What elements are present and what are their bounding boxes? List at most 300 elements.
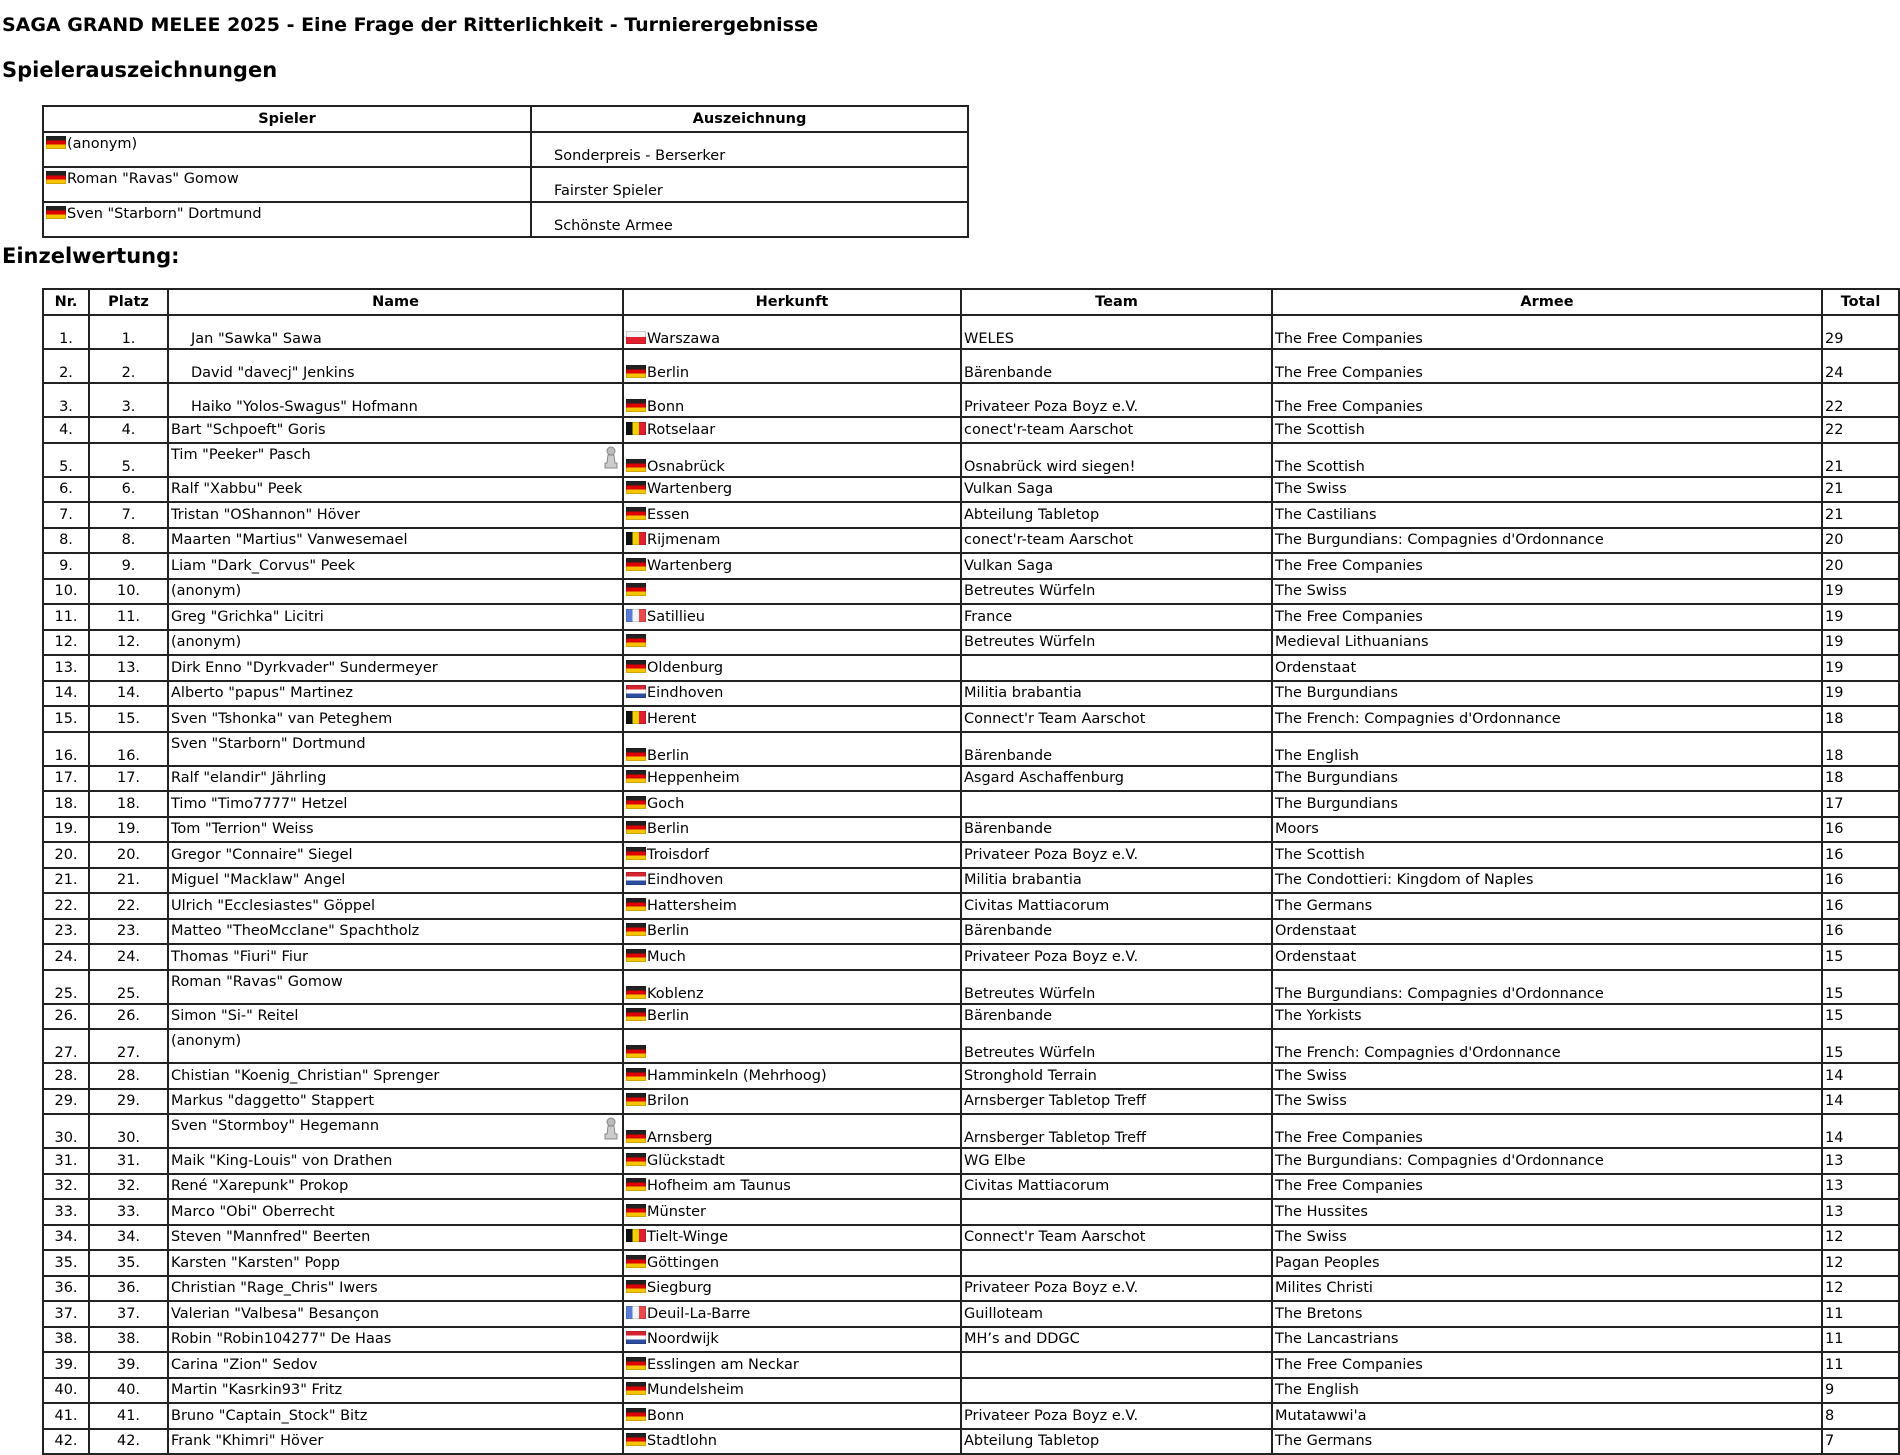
team-cell: conect'r-team Aarschot (961, 528, 1272, 554)
origin-cell (623, 443, 961, 477)
table-row (43, 919, 1899, 945)
name-cell (168, 443, 623, 477)
table-row (43, 655, 1899, 681)
origin-text: Oldenburg (647, 659, 724, 676)
name-cell (168, 1327, 623, 1353)
army-cell: The Germans (1272, 893, 1822, 919)
table-row (43, 868, 1899, 894)
player-name: Dirk Enno "Dyrkvader" Sundermeyer (171, 659, 438, 676)
player-name: Christian "Rage_Chris" Iwers (171, 1280, 378, 1297)
player-name: (anonym) (67, 136, 138, 152)
name-cell (168, 1114, 623, 1148)
origin-cell (623, 1378, 961, 1404)
table-row (43, 681, 1899, 707)
nr-cell: 23. (43, 919, 89, 945)
team-cell: Betreutes Würfeln (961, 630, 1272, 656)
award-row (43, 202, 968, 237)
table-row (43, 383, 1899, 417)
player-name: (anonym) (171, 1033, 242, 1049)
origin-cell (623, 842, 961, 868)
platz-cell: 19. (89, 817, 168, 843)
platz-cell: 37. (89, 1301, 168, 1327)
team-cell: Connect'r Team Aarschot (961, 706, 1272, 732)
army-cell: The Castilians (1272, 502, 1822, 528)
table-row (43, 791, 1899, 817)
origin-text: Bonn (647, 1407, 685, 1424)
award-player-cell (43, 132, 531, 167)
team-cell: Abteilung Tabletop (961, 502, 1272, 528)
army-cell: Ordenstaat (1272, 944, 1822, 970)
total-cell: 22 (1822, 417, 1899, 443)
platz-cell: 22. (89, 893, 168, 919)
platz-cell: 42. (89, 1429, 168, 1455)
flag-de-icon (626, 949, 646, 962)
name-cell (168, 528, 623, 554)
name-cell (168, 919, 623, 945)
table-row (43, 417, 1899, 443)
origin-text: Bonn (647, 399, 685, 415)
army-cell: The Swiss (1272, 1225, 1822, 1251)
army-cell: The Free Companies (1272, 604, 1822, 630)
origin-text: Berlin (647, 821, 690, 838)
table-row (43, 817, 1899, 843)
total-cell: 13 (1822, 1148, 1899, 1174)
team-cell: Stronghold Terrain (961, 1063, 1272, 1089)
table-row (43, 944, 1899, 970)
platz-cell: 1. (89, 315, 168, 349)
name-cell (168, 868, 623, 894)
flag-de-icon (626, 923, 646, 936)
platz-cell: 12. (89, 630, 168, 656)
table-row (43, 579, 1899, 605)
player-name: Robin "Robin104277" De Haas (171, 1331, 392, 1348)
table-row (43, 315, 1899, 349)
origin-text: Osnabrück (647, 458, 725, 475)
pawn-icon (602, 1117, 620, 1141)
flag-de-icon (626, 583, 646, 596)
col-header-team: Team (961, 289, 1272, 315)
team-cell: Privateer Poza Boyz e.V. (961, 1276, 1272, 1302)
total-cell: 7 (1822, 1429, 1899, 1455)
awards-heading: Spielerauszeichnungen (2, 58, 278, 82)
player-name: Miguel "Macklaw" Angel (171, 872, 346, 889)
name-cell (168, 1352, 623, 1378)
total-cell: 16 (1822, 842, 1899, 868)
nr-cell: 15. (43, 706, 89, 732)
total-cell: 16 (1822, 919, 1899, 945)
platz-cell: 41. (89, 1403, 168, 1429)
flag-de-icon (626, 1093, 646, 1106)
total-cell: 21 (1822, 443, 1899, 477)
name-cell (168, 732, 623, 766)
origin-cell (623, 970, 961, 1004)
army-cell: The Scottish (1272, 417, 1822, 443)
team-cell: Bärenbande (961, 1004, 1272, 1030)
platz-cell: 2. (89, 349, 168, 383)
player-name: Frank "Khimri" Höver (171, 1433, 324, 1450)
nr-cell: 27. (43, 1029, 89, 1063)
team-cell: Privateer Poza Boyz e.V. (961, 944, 1272, 970)
table-row (43, 1403, 1899, 1429)
results-header-row (43, 289, 1899, 315)
platz-cell: 6. (89, 477, 168, 503)
name-cell (168, 1199, 623, 1225)
player-name: Sven "Starborn" Dortmund (171, 735, 366, 752)
table-row (43, 1114, 1899, 1148)
player-name: Sven "Tshonka" van Peteghem (171, 710, 393, 727)
flag-nl-icon (626, 872, 646, 885)
results-heading: Einzelwertung: (2, 244, 180, 268)
platz-cell: 38. (89, 1327, 168, 1353)
platz-cell: 10. (89, 579, 168, 605)
player-name: Maik "King-Louis" von Drathen (171, 1152, 393, 1169)
nr-cell: 10. (43, 579, 89, 605)
origin-text: Koblenz (647, 985, 704, 1002)
origin-text: Satillieu (647, 608, 705, 625)
nr-cell: 30. (43, 1114, 89, 1148)
table-row (43, 1199, 1899, 1225)
nr-cell: 41. (43, 1403, 89, 1429)
name-cell (168, 1276, 623, 1302)
nr-cell: 35. (43, 1250, 89, 1276)
origin-text: Rotselaar (647, 421, 716, 438)
team-cell (961, 1250, 1272, 1276)
army-cell: The Burgundians: Compagnies d'Ordonnance (1272, 528, 1822, 554)
name-cell (168, 1378, 623, 1404)
team-cell: Betreutes Würfeln (961, 970, 1272, 1004)
player-name: Bruno "Captain_Stock" Bitz (171, 1407, 368, 1424)
table-row (43, 970, 1899, 1004)
total-cell: 9 (1822, 1378, 1899, 1404)
origin-cell (623, 1225, 961, 1251)
flag-de-icon (626, 634, 646, 647)
platz-cell: 17. (89, 766, 168, 792)
team-cell: MH’s and DDGC (961, 1327, 1272, 1353)
origin-cell (623, 553, 961, 579)
origin-text: Wartenberg (647, 481, 733, 498)
origin-cell (623, 1174, 961, 1200)
nr-cell: 36. (43, 1276, 89, 1302)
total-cell: 13 (1822, 1199, 1899, 1225)
total-cell: 14 (1822, 1114, 1899, 1148)
player-name: Sven "Stormboy" Hegemann (171, 1118, 380, 1134)
total-cell: 8 (1822, 1403, 1899, 1429)
team-cell: Privateer Poza Boyz e.V. (961, 842, 1272, 868)
table-row (43, 349, 1899, 383)
origin-cell (623, 681, 961, 707)
origin-cell (623, 1352, 961, 1378)
nr-cell: 6. (43, 477, 89, 503)
flag-de-icon (626, 821, 646, 834)
origin-text: Troisdorf (647, 846, 709, 863)
platz-cell: 39. (89, 1352, 168, 1378)
platz-cell: 30. (89, 1114, 168, 1148)
total-cell: 15 (1822, 944, 1899, 970)
team-cell: Bärenbande (961, 919, 1272, 945)
total-cell: 16 (1822, 817, 1899, 843)
name-cell (168, 1174, 623, 1200)
awards-header-row (43, 106, 968, 132)
army-cell: The Free Companies (1272, 1352, 1822, 1378)
origin-cell (623, 868, 961, 894)
name-cell (168, 604, 623, 630)
army-cell: The Free Companies (1272, 315, 1822, 349)
origin-text: Berlin (647, 1008, 690, 1025)
nr-cell: 42. (43, 1429, 89, 1455)
army-cell: The Scottish (1272, 443, 1822, 477)
table-row (43, 553, 1899, 579)
total-cell: 29 (1822, 315, 1899, 349)
army-cell: The Condottieri: Kingdom of Naples (1272, 868, 1822, 894)
army-cell: The Burgundians (1272, 791, 1822, 817)
total-cell: 11 (1822, 1327, 1899, 1353)
total-cell: 24 (1822, 349, 1899, 383)
origin-text: Stadtlohn (647, 1433, 717, 1450)
flag-de-icon (626, 1204, 646, 1217)
player-name: Markus "daggetto" Stappert (171, 1093, 375, 1110)
team-cell: Civitas Mattiacorum (961, 893, 1272, 919)
flag-fr-icon (626, 609, 646, 622)
army-cell: The Free Companies (1272, 1174, 1822, 1200)
name-cell (168, 1029, 623, 1063)
origin-cell (623, 1276, 961, 1302)
nr-cell: 39. (43, 1352, 89, 1378)
player-name: Greg "Grichka" Licitri (171, 608, 324, 625)
platz-cell: 14. (89, 681, 168, 707)
name-cell (168, 842, 623, 868)
total-cell: 18 (1822, 706, 1899, 732)
flag-de-icon (626, 660, 646, 673)
origin-cell (623, 766, 961, 792)
name-cell (168, 630, 623, 656)
army-cell: The Burgundians: Compagnies d'Ordonnance (1272, 1148, 1822, 1174)
name-cell (168, 893, 623, 919)
award-player-cell (43, 202, 531, 237)
nr-cell: 38. (43, 1327, 89, 1353)
name-cell (168, 1429, 623, 1455)
platz-cell: 25. (89, 970, 168, 1004)
flag-de-icon (46, 171, 66, 184)
total-cell: 19 (1822, 630, 1899, 656)
total-cell: 11 (1822, 1352, 1899, 1378)
name-cell (168, 1301, 623, 1327)
name-cell (168, 1063, 623, 1089)
player-name: Ralf "elandir" Jährling (171, 770, 327, 787)
origin-text: Deuil-La-Barre (647, 1305, 751, 1322)
name-cell (168, 791, 623, 817)
nr-cell: 8. (43, 528, 89, 554)
origin-text: Eindhoven (647, 685, 724, 702)
table-row (43, 893, 1899, 919)
team-cell (961, 1378, 1272, 1404)
nr-cell: 24. (43, 944, 89, 970)
platz-cell: 27. (89, 1029, 168, 1063)
table-row (43, 706, 1899, 732)
origin-text: Berlin (647, 365, 690, 381)
flag-de-icon (626, 1178, 646, 1191)
origin-text: Glückstadt (647, 1152, 725, 1169)
nr-cell: 3. (43, 383, 89, 417)
player-name: Martin "Kasrkin93" Fritz (171, 1382, 343, 1399)
award-player-cell (43, 167, 531, 202)
team-cell: Privateer Poza Boyz e.V. (961, 383, 1272, 417)
team-cell: France (961, 604, 1272, 630)
flag-de-icon (626, 507, 646, 520)
total-cell: 14 (1822, 1063, 1899, 1089)
name-cell (168, 1089, 623, 1115)
flag-be-icon (626, 422, 646, 435)
origin-text: Siegburg (647, 1280, 712, 1297)
nr-cell: 17. (43, 766, 89, 792)
awards-table (42, 105, 969, 238)
nr-cell: 5. (43, 443, 89, 477)
name-cell (168, 502, 623, 528)
player-name: Simon "Si-" Reitel (171, 1008, 299, 1025)
nr-cell: 11. (43, 604, 89, 630)
origin-cell (623, 817, 961, 843)
platz-cell: 26. (89, 1004, 168, 1030)
nr-cell: 4. (43, 417, 89, 443)
origin-cell (623, 315, 961, 349)
platz-cell: 33. (89, 1199, 168, 1225)
player-name: Haiko "Yolos-Swagus" Hofmann (191, 399, 418, 415)
nr-cell: 9. (43, 553, 89, 579)
team-cell: Militia brabantia (961, 868, 1272, 894)
platz-cell: 36. (89, 1276, 168, 1302)
army-cell: Mutatawwi'a (1272, 1403, 1822, 1429)
nr-cell: 32. (43, 1174, 89, 1200)
total-cell: 22 (1822, 383, 1899, 417)
total-cell: 15 (1822, 970, 1899, 1004)
flag-de-icon (626, 847, 646, 860)
name-cell (168, 349, 623, 383)
team-cell (961, 791, 1272, 817)
army-cell: The Free Companies (1272, 349, 1822, 383)
table-row (43, 1276, 1899, 1302)
table-row (43, 477, 1899, 503)
team-cell: Vulkan Saga (961, 477, 1272, 503)
army-cell: Milites Christi (1272, 1276, 1822, 1302)
player-name: Valerian "Valbesa" Besançon (171, 1305, 380, 1322)
nr-cell: 29. (43, 1089, 89, 1115)
nr-cell: 40. (43, 1378, 89, 1404)
origin-cell (623, 732, 961, 766)
name-cell (168, 579, 623, 605)
origin-text: Hofheim am Taunus (647, 1178, 791, 1195)
team-cell: Arnsberger Tabletop Treff (961, 1089, 1272, 1115)
origin-cell (623, 1429, 961, 1455)
team-cell: Betreutes Würfeln (961, 1029, 1272, 1063)
origin-cell (623, 630, 961, 656)
origin-cell (623, 1199, 961, 1225)
army-cell: The Germans (1272, 1429, 1822, 1455)
army-cell: The Swiss (1272, 1063, 1822, 1089)
total-cell: 12 (1822, 1225, 1899, 1251)
name-cell (168, 817, 623, 843)
table-row (43, 1063, 1899, 1089)
col-header-armee: Armee (1272, 289, 1822, 315)
col-header-total: Total (1822, 289, 1899, 315)
player-name: Bart "Schpoeft" Goris (171, 421, 326, 438)
team-cell (961, 655, 1272, 681)
table-row (43, 630, 1899, 656)
table-row (43, 1089, 1899, 1115)
award-row (43, 132, 968, 167)
player-name: Thomas "Fiuri" Fiur (171, 948, 308, 965)
table-row (43, 1250, 1899, 1276)
team-cell: Asgard Aschaffenburg (961, 766, 1272, 792)
name-cell (168, 970, 623, 1004)
total-cell: 15 (1822, 1029, 1899, 1063)
team-cell: Bärenbande (961, 349, 1272, 383)
total-cell: 21 (1822, 477, 1899, 503)
origin-cell (623, 893, 961, 919)
nr-cell: 25. (43, 970, 89, 1004)
team-cell: WG Elbe (961, 1148, 1272, 1174)
origin-cell (623, 1148, 961, 1174)
origin-cell (623, 417, 961, 443)
player-name: Jan "Sawka" Sawa (191, 331, 322, 347)
name-cell (168, 477, 623, 503)
col-header-player: Spieler (43, 106, 531, 132)
platz-cell: 13. (89, 655, 168, 681)
flag-nl-icon (626, 1331, 646, 1344)
army-cell: The Burgundians (1272, 681, 1822, 707)
table-row (43, 732, 1899, 766)
table-row (43, 1029, 1899, 1063)
player-name: Gregor "Connaire" Siegel (171, 846, 353, 863)
name-cell (168, 315, 623, 349)
total-cell: 16 (1822, 868, 1899, 894)
team-cell (961, 1199, 1272, 1225)
army-cell: The English (1272, 1378, 1822, 1404)
team-cell (961, 1352, 1272, 1378)
nr-cell: 34. (43, 1225, 89, 1251)
platz-cell: 21. (89, 868, 168, 894)
table-row (43, 502, 1899, 528)
origin-cell (623, 477, 961, 503)
platz-cell: 3. (89, 383, 168, 417)
nr-cell: 26. (43, 1004, 89, 1030)
total-cell: 18 (1822, 766, 1899, 792)
table-row (43, 842, 1899, 868)
origin-cell (623, 579, 961, 605)
flag-de-icon (626, 1008, 646, 1021)
player-name: (anonym) (171, 583, 242, 600)
table-row (43, 1301, 1899, 1327)
team-cell: Arnsberger Tabletop Treff (961, 1114, 1272, 1148)
nr-cell: 16. (43, 732, 89, 766)
name-cell (168, 417, 623, 443)
team-cell: conect'r-team Aarschot (961, 417, 1272, 443)
flag-de-icon (626, 481, 646, 494)
origin-cell (623, 1301, 961, 1327)
army-cell: The French: Compagnies d'Ordonnance (1272, 706, 1822, 732)
player-name: Alberto "papus" Martinez (171, 685, 353, 702)
flag-be-icon (626, 532, 646, 545)
platz-cell: 15. (89, 706, 168, 732)
nr-cell: 33. (43, 1199, 89, 1225)
flag-be-icon (626, 1229, 646, 1242)
table-row (43, 1378, 1899, 1404)
flag-de-icon (626, 898, 646, 911)
nr-cell: 19. (43, 817, 89, 843)
platz-cell: 34. (89, 1225, 168, 1251)
team-cell: Civitas Mattiacorum (961, 1174, 1272, 1200)
origin-text: Rijmenam (647, 532, 721, 549)
nr-cell: 28. (43, 1063, 89, 1089)
flag-de-icon (626, 1408, 646, 1421)
